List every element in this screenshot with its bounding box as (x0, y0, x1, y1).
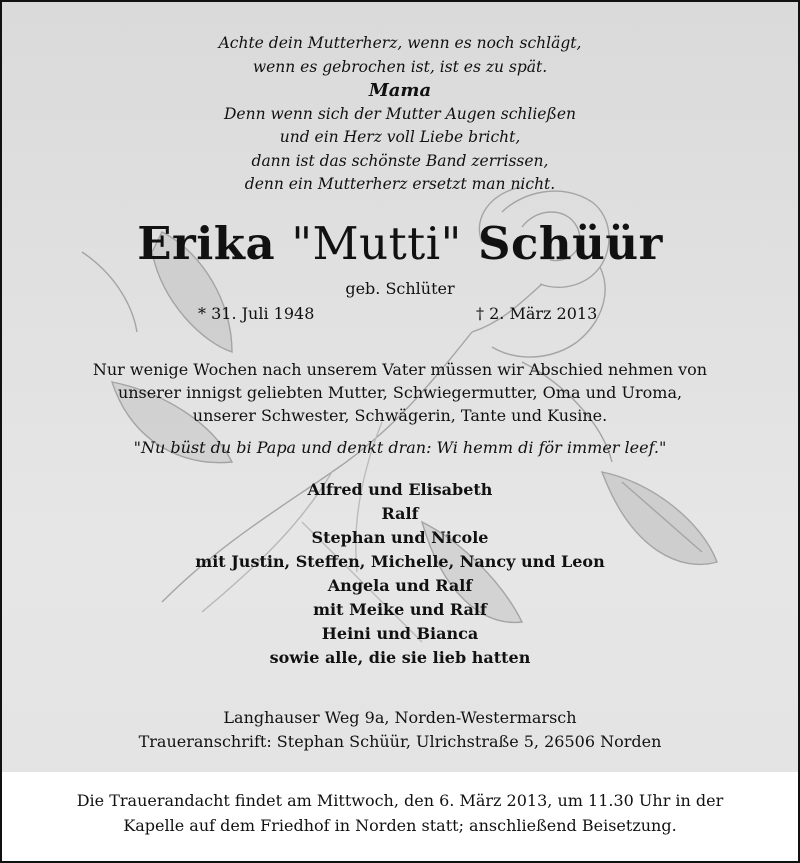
mourner: mit Meike und Ralf (313, 600, 487, 619)
service-line: Kapelle auf dem Friedhof in Norden statt; anschließend Beisetzung. (123, 816, 677, 835)
address-block (2, 706, 798, 754)
poem-line: dann ist das schönste Band zerrissen, (251, 151, 549, 170)
mourner: Angela und Ralf (327, 576, 473, 595)
mourning-address: Traueranschrift: Stephan Schüür, Ulrichstraße 5, 26506 Norden (138, 732, 662, 751)
mourner: Heini und Bianca (321, 624, 479, 643)
mourners-list (2, 478, 798, 670)
poem-line: Achte dein Mutterherz, wenn es noch schlägt, (218, 34, 582, 52)
poem-heading: Mama (368, 80, 432, 101)
maiden-name: geb. Schlüter (345, 279, 455, 298)
poem-line: wenn es gebrochen ist, ist es zu spät. (252, 57, 548, 76)
nickname: "Mutti" (291, 217, 462, 270)
upper-section (2, 2, 798, 772)
mourner: mit Justin, Steffen, Michelle, Nancy und Leon (195, 552, 605, 571)
announcement-line: unserer Schwester, Schwägerin, Tante und Kusine. (192, 406, 608, 425)
address-line: Langhauser Weg 9a, Norden-Westermarsch (223, 708, 577, 727)
announcement-line: unserer innigst geliebten Mutter, Schwiegermutter, Oma und Uroma, (117, 383, 683, 402)
mourner: Ralf (381, 504, 419, 523)
mourner: Alfred und Elisabeth (307, 480, 493, 499)
birth-date: * 31. Juli 1948 (198, 304, 315, 323)
poem-line: denn ein Mutterherz ersetzt man nicht. (244, 175, 556, 193)
first-name: Erika (137, 217, 276, 270)
poem-line: Denn wenn sich der Mutter Augen schließen (224, 104, 576, 123)
death-date: † 2. März 2013 (476, 304, 598, 323)
service-line: Die Trauerandacht findet am Mittwoch, den 6. März 2013, um 11.30 Uhr in der (76, 791, 724, 810)
surname: Schüür (478, 217, 663, 270)
announcement-text (2, 358, 798, 427)
farewell-quote: "Nu büst du bi Papa und denkt dran: Wi hemm di för immer leef." (133, 438, 667, 457)
mourner: sowie alle, die sie lieb hatten (269, 648, 531, 667)
mourner: Stephan und Nicole (311, 528, 489, 547)
service-notice (2, 788, 798, 838)
poem-line: und ein Herz voll Liebe bricht, (279, 128, 521, 146)
announcement-line: Nur wenige Wochen nach unserem Vater müssen wir Abschied nehmen von (92, 360, 708, 379)
poem (2, 32, 798, 197)
deceased-name (2, 216, 798, 272)
